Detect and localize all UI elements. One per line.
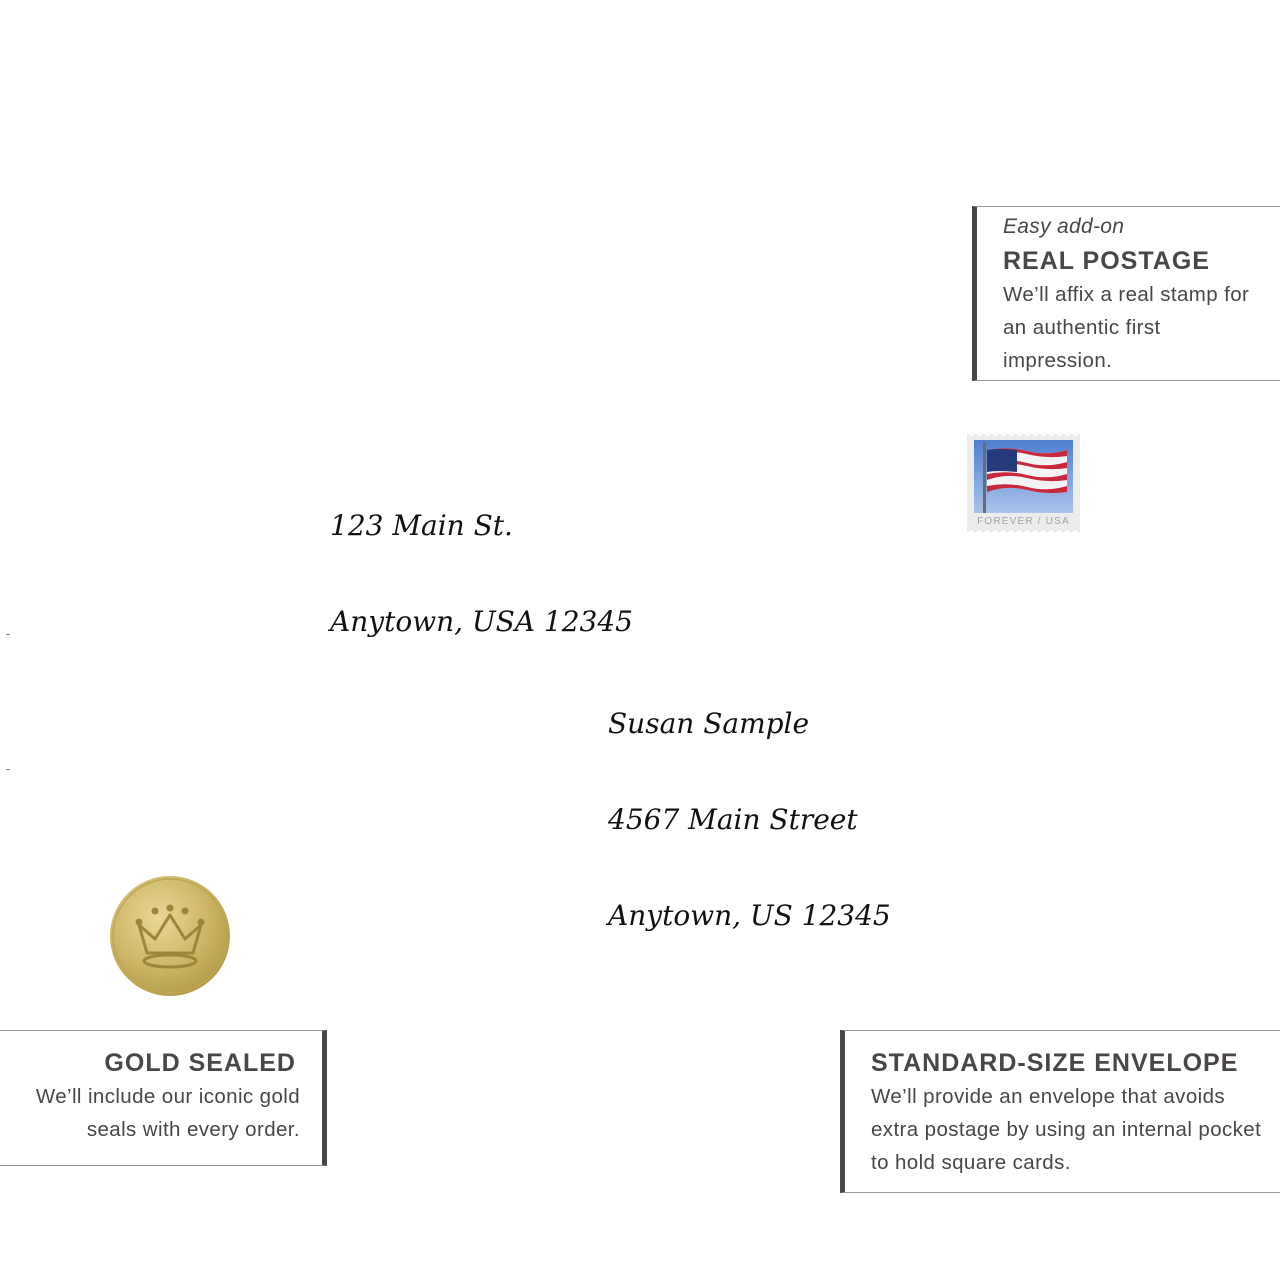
postage-heading: REAL POSTAGE [1003, 247, 1210, 275]
real-postage-callout [972, 206, 1280, 381]
postage-body: We’ll affix a real stamp for an authentic first impression. [1003, 283, 1250, 372]
return-address-line2: Anytown, USA 12345 [330, 605, 633, 638]
margin-tick [6, 769, 10, 770]
stamp-caption: FOREVER / USA [977, 516, 1070, 527]
standard-envelope-callout [840, 1030, 1280, 1193]
envelope-body: We’ll provide an envelope that avoids extra postage by using an internal pocket to hold square cards. [871, 1085, 1262, 1174]
recipient-name: Susan Sample [608, 707, 810, 740]
gold-crown-seal-icon [109, 875, 231, 997]
recipient-city: Anytown, US 12345 [608, 899, 891, 932]
recipient-address [608, 644, 891, 964]
return-address [330, 446, 633, 670]
margin-tick [6, 634, 10, 635]
postage-kicker: Easy add-on [1003, 215, 1125, 238]
recipient-street: 4567 Main Street [608, 803, 858, 836]
gold-sealed-heading: GOLD SEALED [104, 1049, 296, 1077]
gold-sealed-body: We’ll include our iconic gold seals with every order. [35, 1085, 300, 1141]
return-address-line1: 123 Main St. [330, 509, 513, 542]
us-flag-stamp-icon [967, 434, 1080, 532]
envelope-heading: STANDARD-SIZE ENVELOPE [871, 1049, 1239, 1077]
gold-sealed-callout [0, 1030, 327, 1166]
